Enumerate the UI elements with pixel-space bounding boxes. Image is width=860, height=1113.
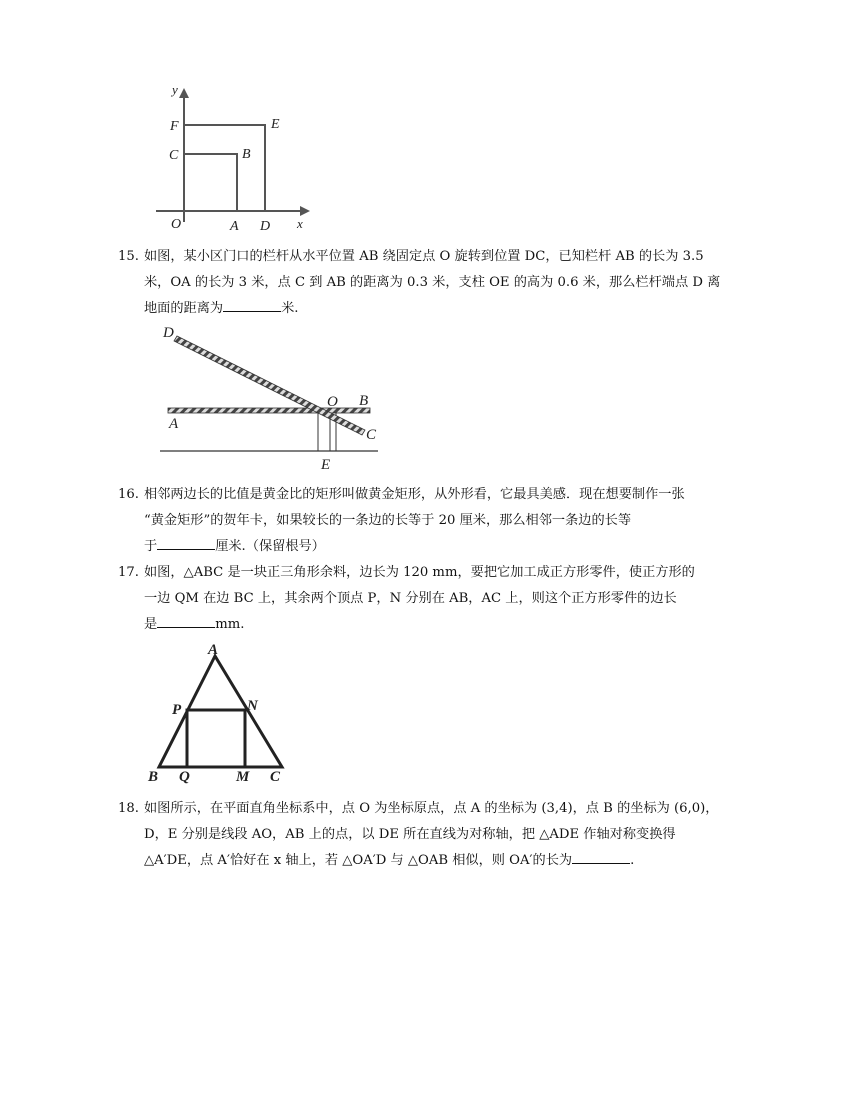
label-x: x: [297, 216, 303, 231]
question-text: 如图，△ABC 是一块正三角形余料，边长为 120 mm，要把它加工成正方形零件，使正方形的 一边 QM 在边 BC 上，其余两个顶点 P，N 分别在 AB，AC 上，则这个正方形零件的边长 是 mm.: [144, 565, 695, 632]
question-number: 15.: [118, 249, 139, 264]
label-F: F: [170, 119, 179, 134]
answer-blank[interactable]: [157, 613, 215, 628]
label-A: A: [169, 416, 179, 432]
label-O: O: [171, 217, 182, 232]
figure-barrier-gate: [160, 322, 390, 474]
label-C: C: [366, 427, 377, 443]
question-16: [118, 482, 764, 560]
label-D: D: [260, 219, 271, 234]
label-B: B: [359, 393, 369, 409]
label-C: C: [169, 148, 179, 163]
label-P: P: [172, 702, 182, 718]
label-M: M: [236, 769, 250, 785]
question-number: 16.: [118, 487, 139, 502]
label-O: O: [327, 394, 338, 410]
question-number: 18.: [118, 801, 139, 816]
label-N: N: [247, 698, 258, 714]
label-Q: Q: [179, 769, 190, 785]
answer-blank[interactable]: [572, 849, 630, 864]
label-A: A: [208, 642, 219, 658]
label-y: y: [172, 82, 178, 97]
label-B: B: [148, 769, 159, 785]
label-E: E: [321, 457, 331, 473]
figure-triangle-square: [145, 640, 295, 785]
question-number: 17.: [118, 565, 139, 580]
answer-blank[interactable]: [157, 535, 215, 550]
label-D: D: [163, 325, 174, 341]
label-C: C: [270, 769, 281, 785]
answer-blank[interactable]: [223, 297, 281, 312]
question-18: [118, 796, 764, 874]
question-15: [118, 244, 764, 322]
question-text: 相邻两边长的比值是黄金比的矩形叫做黄金矩形，从外形看，它最具美感．现在想要制作一张 “黄金矩形”的贺年卡，如果较长的一条边的长等于 20 厘米，那么相邻一条边的长等 于 厘米.（保留根号）: [144, 487, 685, 554]
label-B: B: [242, 147, 251, 162]
question-text: 如图所示，在平面直角坐标系中，点 O 为坐标原点，点 A 的坐标为 (3,4)，点 B 的坐标为 (6,0)， D，E 分别是线段 AO，AB 上的点，以 DE 所在直线为对称轴，把 △ADE 作轴对称变换得 △A′DE，点 A′恰好在 x 轴上，若 △OA′D 与 △OAB 相似，则 OA′的长为 .: [144, 801, 719, 868]
label-A: A: [230, 219, 239, 234]
question-text: 如图，某小区门口的栏杆从水平位置 AB 绕固定点 O 旋转到位置 DC，已知栏杆 AB 的长为 3.5 米，OA 的长为 3 米，点 C 到 AB 的距离为 0.3 米，支柱 OE 的高为 0.6 米，那么栏杆端点 D 离 地面的距离为 米.: [144, 249, 721, 316]
figure-rectangles-axes: [150, 82, 320, 234]
question-17: [118, 560, 764, 638]
label-E: E: [271, 117, 280, 132]
